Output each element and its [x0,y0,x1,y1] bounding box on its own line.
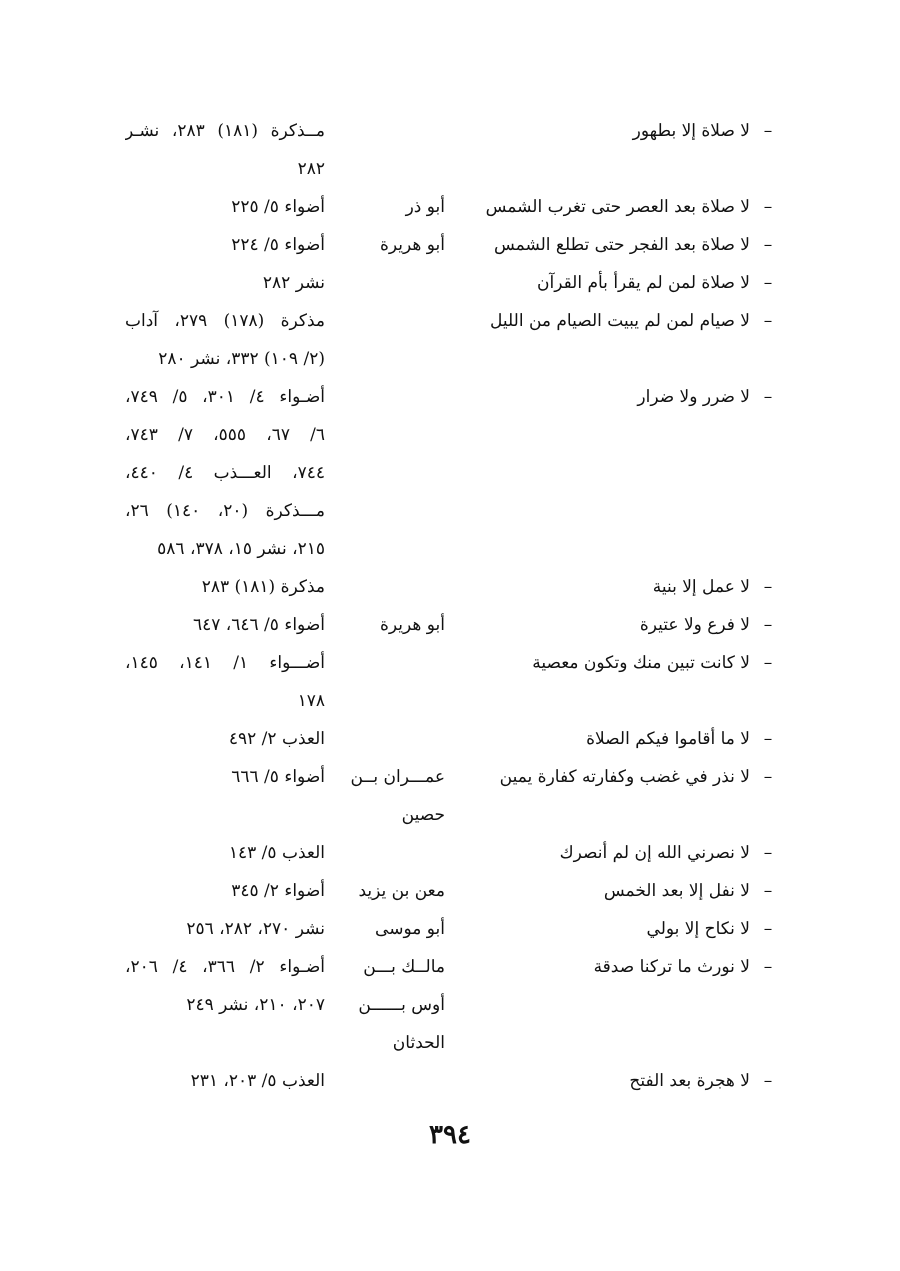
reference-line: نشر ٢٨٢ [262,273,325,293]
hadith-text: لا عمل إلا بنية [652,577,750,597]
hadith-text: لا صلاة إلا بطهور [632,121,750,141]
index-entry [0,226,900,264]
index-entry-continuation [0,986,900,1024]
reference-line: أضـواء ٤/ ٣٠١، ٥/ ٧٤٩، [125,387,325,407]
entry-dash: – [763,387,773,407]
hadith-text: لا صلاة بعد الفجر حتى تطلع الشمس [493,235,750,255]
reference-line: ٢٠٧، ٢١٠، نشر ٢٤٩ [186,995,325,1015]
index-entry [0,568,900,606]
hadith-text: لا ما أقاموا فيكم الصلاة [586,729,750,749]
entry-dash: – [763,919,773,939]
index-entry-continuation [0,492,900,530]
reference-line: مذكرة (١٨١) ٢٨٣ [201,577,325,597]
narrator-name: معن بن يزيد [358,881,445,901]
reference-line: أضواء ٥/ ٢٢٤ [231,235,325,255]
narrator-name: أبو ذر [405,197,445,217]
index-entry-continuation [0,340,900,378]
hadith-text: لا نذر في غضب وكفارته كفارة يمين [499,767,750,787]
hadith-text: لا هجرة بعد الفتح [629,1071,750,1091]
index-entry-continuation [0,150,900,188]
hadith-text: لا صيام لمن لم يبيت الصيام من الليل [490,311,750,331]
index-entry [0,910,900,948]
index-entry-continuation [0,796,900,834]
index-entry [0,302,900,340]
narrator-name: أبو موسى [375,919,445,939]
reference-line: ٦/ ٦٧، ٥٥٥، ٧/ ٧٤٣، [125,425,325,445]
entry-dash: – [763,1071,773,1091]
index-entry [0,1062,900,1100]
reference-line: نشر ٢٧٠، ٢٨٢، ٢٥٦ [186,919,325,939]
reference-line: العذب ٥/ ٢٠٣، ٢٣١ [190,1071,325,1091]
narrator-name: أوس بــــــن [358,995,445,1015]
index-entry [0,644,900,682]
index-entry [0,758,900,796]
entry-dash: – [763,273,773,293]
reference-line: مـــذكرة (٢٠، ١٤٠) ٢٦، [125,501,325,521]
narrator-name: الحدثان [392,1033,445,1053]
narrator-name: أبو هريرة [379,615,445,635]
hadith-text: لا نكاح إلا بولي [646,919,750,939]
hadith-text: لا صلاة بعد العصر حتى تغرب الشمس [485,197,750,217]
index-entry [0,188,900,226]
entry-dash: – [763,311,773,331]
hadith-text: لا نفل إلا بعد الخمس [603,881,750,901]
narrator-name: مالــك بـــن [363,957,445,977]
reference-line: العذب ٢/ ٤٩٢ [228,729,325,749]
hadith-text: لا فرع ولا عتيرة [639,615,750,635]
reference-line: ٧٤٤، العـــذب ٤/ ٤٤٠، [125,463,325,483]
index-entry [0,264,900,302]
entry-dash: – [763,881,773,901]
index-entry [0,720,900,758]
entry-dash: – [763,729,773,749]
index-entry [0,948,900,986]
hadith-text: لا نصرني الله إن لم أنصرك [559,843,750,863]
reference-line: مذكرة (١٧٨) ٢٧٩، آداب [125,311,325,331]
reference-line: أضواء ٥/ ٦٤٦، ٦٤٧ [192,615,325,635]
entry-dash: – [763,197,773,217]
reference-line: أضواء ٢/ ٣٤٥ [231,881,325,901]
narrator-name: عمـــران بــن [350,767,445,787]
reference-line: العذب ٥/ ١٤٣ [228,843,325,863]
entry-dash: – [763,235,773,255]
index-entry [0,112,900,150]
hadith-text: لا كانت تبين منك وتكون معصية [532,653,750,673]
reference-line: أضواء ٥/ ٢٢٥ [231,197,325,217]
index-entry [0,872,900,910]
index-entry [0,606,900,644]
entry-dash: – [763,767,773,787]
reference-line: (٢/ ١٠٩) ٣٣٢، نشر ٢٨٠ [158,349,325,369]
index-entry-continuation [0,454,900,492]
index-entry-continuation [0,530,900,568]
entry-dash: – [763,653,773,673]
index-entry [0,834,900,872]
entry-dash: – [763,957,773,977]
reference-line: ٢٨٢ [297,159,325,179]
index-entry [0,378,900,416]
entry-dash: – [763,577,773,597]
index-entry-continuation [0,416,900,454]
reference-line: أضـواء ٢/ ٣٦٦، ٤/ ٢٠٦، [125,957,325,977]
reference-line: ١٧٨ [297,691,325,711]
narrator-name: حصين [401,805,445,825]
reference-line: مــذكرة (١٨١) ٢٨٣، نشـر [125,121,325,141]
reference-line: أضـــواء ١/ ١٤١، ١٤٥، [125,653,325,673]
reference-line: أضواء ٥/ ٦٦٦ [231,767,325,787]
hadith-text: لا نورث ما تركنا صدقة [593,957,750,977]
index-entry-continuation [0,682,900,720]
hadith-text: لا ضرر ولا ضرار [637,387,750,407]
entry-dash: – [763,615,773,635]
page-number: ٣٩٤ [429,1120,471,1150]
reference-line: ٢١٥، نشر ١٥، ٣٧٨، ٥٨٦ [157,539,325,559]
hadith-text: لا صلاة لمن لم يقرأ بأم القرآن [536,273,750,293]
entry-dash: – [763,121,773,141]
entry-dash: – [763,843,773,863]
index-entry-continuation [0,1024,900,1062]
narrator-name: أبو هريرة [379,235,445,255]
